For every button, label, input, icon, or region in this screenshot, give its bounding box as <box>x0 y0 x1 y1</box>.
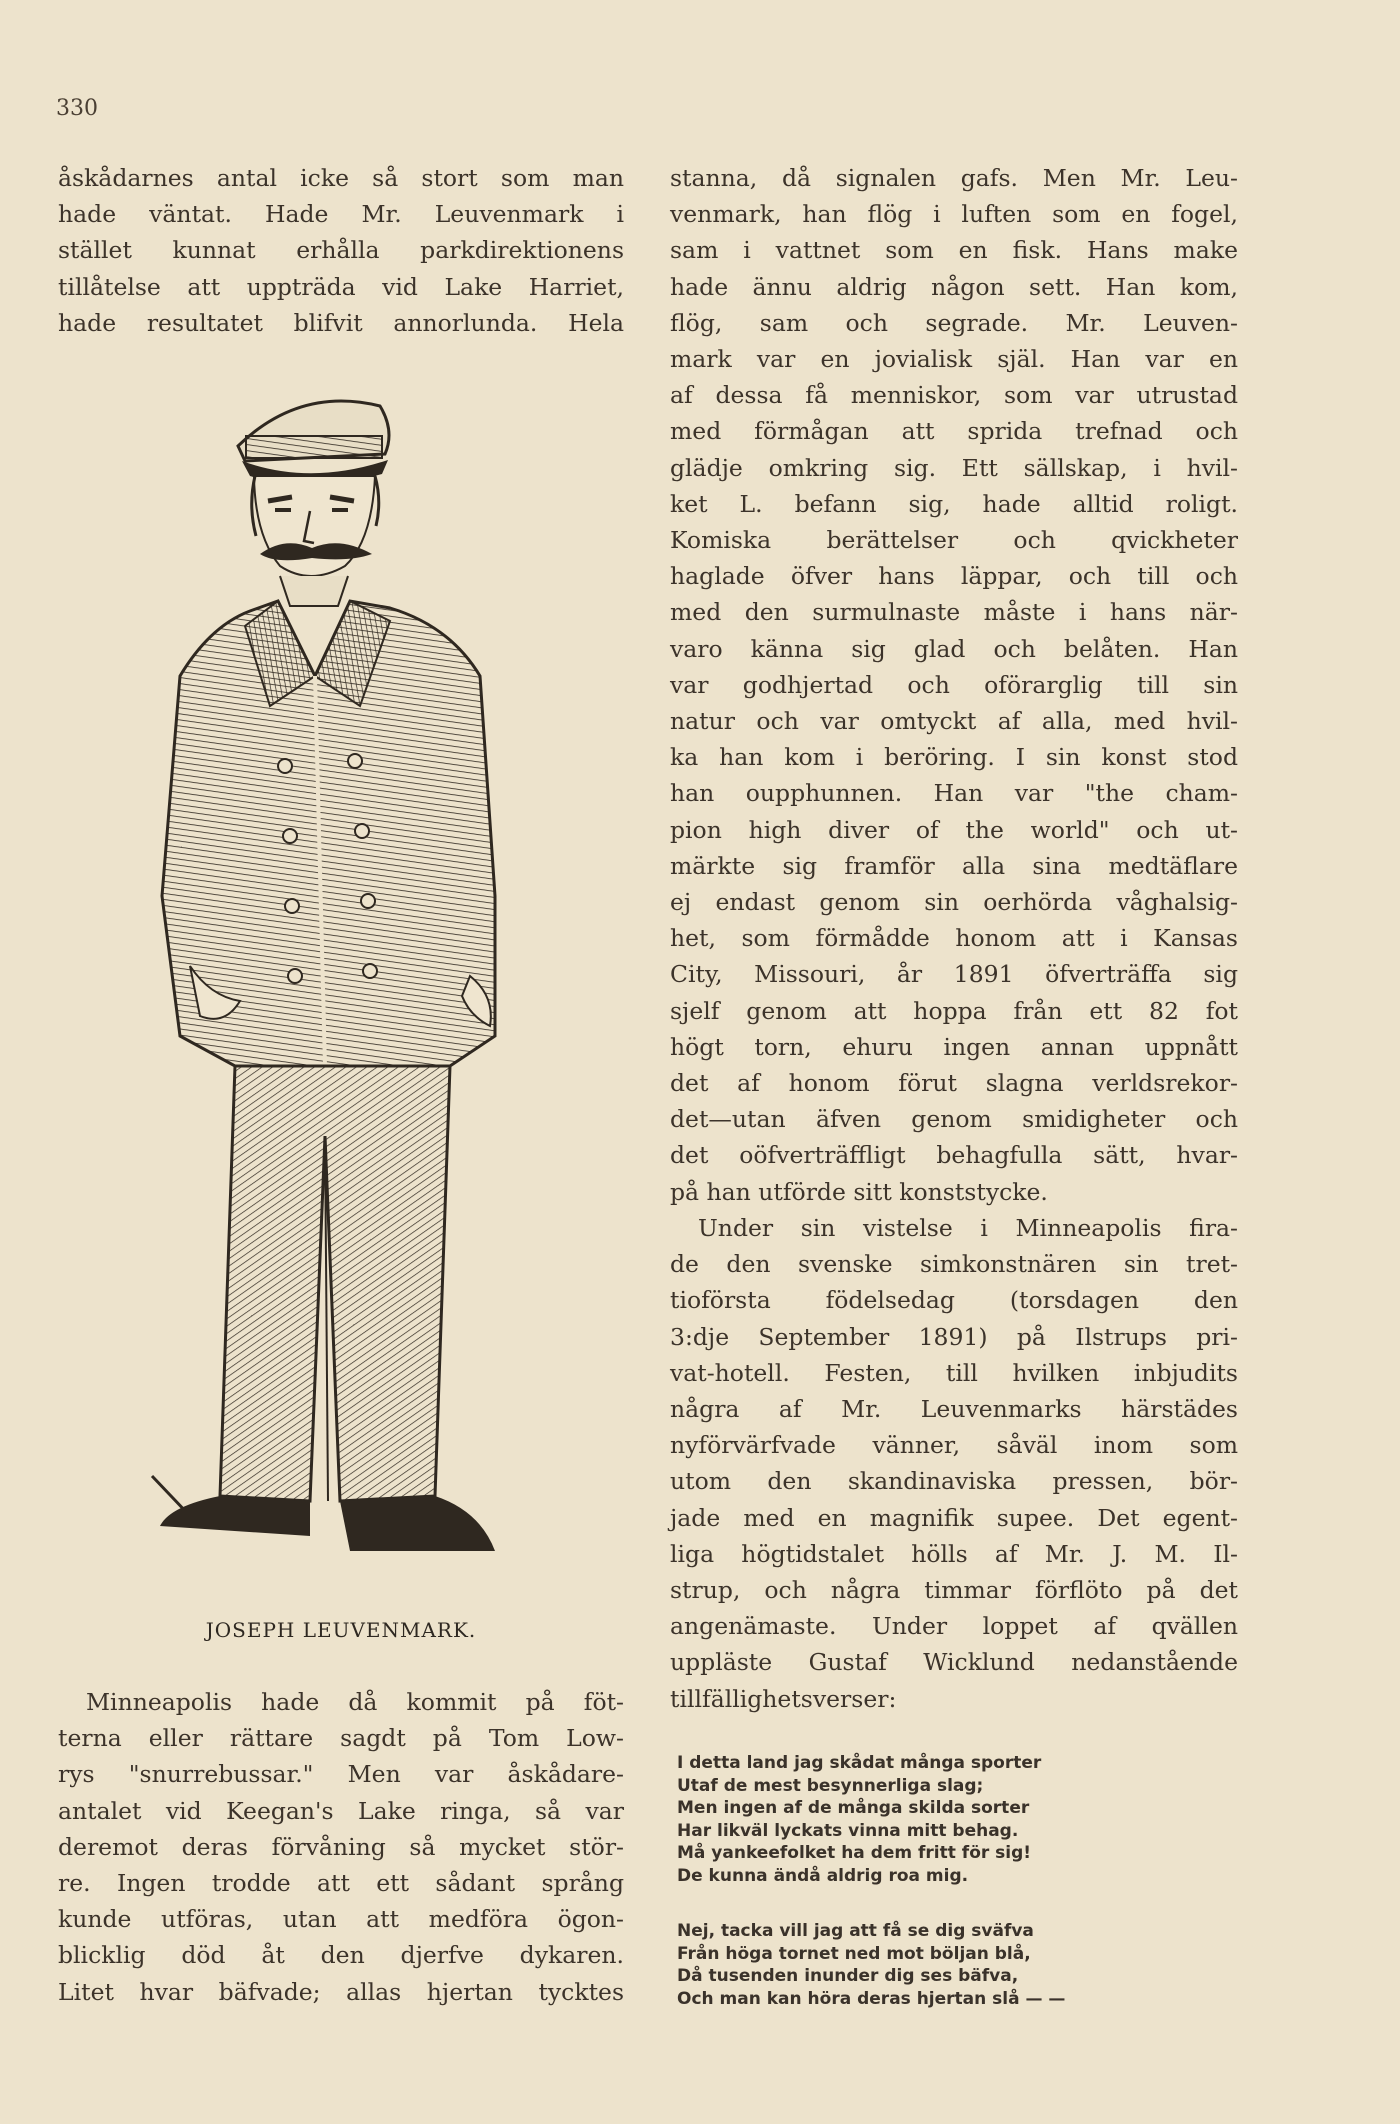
poem-line: Då tusenden inunder dig ses bäfva, <box>677 1966 1019 1986</box>
text-line: kunde utföras, utan att medföra ögon- <box>58 1905 624 1934</box>
text-line: natur och var omtyckt af alla, med hvil- <box>670 707 1238 736</box>
text-line: vat-hotell. Festen, till hvilken inbjudits <box>670 1358 1238 1387</box>
text-line: märkte sig framför alla sina medtäflare <box>670 851 1238 880</box>
text-line: blicklig död åt den djerfve dykaren. <box>58 1941 624 1970</box>
text-line: han oupphunnen. Han var "the cham- <box>670 779 1238 808</box>
poem-line: De kunna ändå aldrig roa mig. <box>677 1865 969 1886</box>
text-line: det—utan äfven genom smidigheter och <box>670 1105 1238 1134</box>
text-line: stanna, då signalen gafs. Men Mr. Leu- <box>670 164 1238 192</box>
left-column-bottom <box>58 1684 624 2010</box>
right-column <box>670 160 1238 1717</box>
text-line: glädje omkring sig. Ett sällskap, i hvil- <box>670 453 1238 482</box>
text-line: venmark, han flög i luften som en fogel, <box>670 200 1238 229</box>
page-number: 330 <box>56 96 98 121</box>
text-line: hade ännu aldrig någon sett. Han kom, <box>670 272 1238 301</box>
text-line: haglade öfver hans läppar, och till och <box>670 562 1238 591</box>
text-line: med den surmulnaste måste i hans när- <box>670 598 1238 627</box>
text-line: liga högtidstalet hölls af Mr. J. M. Il- <box>670 1539 1238 1568</box>
poem-line: Men ingen af de många skilda sorter <box>677 1798 1030 1818</box>
text-line: af dessa få menniskor, som var utrustad <box>670 381 1238 410</box>
text-line: jade med en magnifik supee. Det egent- <box>670 1503 1238 1532</box>
poem-stanza-2 <box>677 1920 1237 2010</box>
poem-stanza-1 <box>677 1752 1237 1887</box>
text-line: pion high diver of the world" och ut- <box>670 815 1238 844</box>
text-line: 3:dje September 1891) på Ilstrups pri- <box>670 1322 1238 1351</box>
poem-line: Nej, tacka vill jag att få se dig sväfva <box>677 1921 1034 1941</box>
poem-line: Och man kan höra deras hjertan slå — — <box>677 1988 1066 2009</box>
text-line: sam i vattnet som en fisk. Hans make <box>670 236 1238 265</box>
portrait-engraving <box>150 376 560 1602</box>
text-line: det af honom förut slagna verldsrekor- <box>670 1069 1238 1098</box>
text-line: Komiska berättelser och qvickheter <box>670 526 1238 555</box>
text-line: de den svenske simkonstnären sin tret- <box>670 1250 1238 1279</box>
text-line: utom den skandinaviska pressen, bör- <box>670 1467 1238 1496</box>
text-line: angenämaste. Under loppet af qvällen <box>670 1612 1238 1641</box>
text-line: Minneapolis hade då kommit på föt- <box>86 1688 624 1716</box>
text-line: ket L. befann sig, hade alltid roligt. <box>670 489 1238 518</box>
text-line: rys "snurrebussar." Men var åskådare- <box>58 1760 624 1789</box>
text-line: mark var en jovialisk själ. Han var en <box>670 345 1238 374</box>
text-line: tillåtelse att uppträda vid Lake Harriet, <box>58 272 624 301</box>
text-line: terna eller rättare sagdt på Tom Low- <box>58 1724 624 1753</box>
text-line: med förmågan att sprida trefnad och <box>670 417 1238 446</box>
text-line: City, Missouri, år 1891 öfverträffa sig <box>670 960 1238 989</box>
text-line: på han utförde sitt konststycke. <box>670 1177 1048 1206</box>
text-line: nyförvärfvade vänner, såväl inom som <box>670 1431 1238 1460</box>
poem-line: I detta land jag skådat många sporter <box>677 1753 1042 1773</box>
poem-line: Utaf de mest besynnerliga slag; <box>677 1775 984 1796</box>
text-line: hade resultatet blifvit annorlunda. Hela <box>58 308 624 337</box>
text-line: det oöfverträffligt behagfulla sätt, hvar- <box>670 1141 1238 1170</box>
text-line: het, som förmådde honom att i Kansas <box>670 924 1238 953</box>
text-line: var godhjertad och oförarglig till sin <box>670 670 1238 699</box>
text-line: flög, sam och segrade. Mr. Leuven- <box>670 308 1238 337</box>
poem-line: Må yankeefolket ha dem fritt för sig! <box>677 1843 1032 1863</box>
text-line: varo känna sig glad och belåten. Han <box>670 634 1238 663</box>
text-line: ka han kom i beröring. I sin konst stod <box>670 743 1238 772</box>
text-line: antalet vid Keegan's Lake ringa, så var <box>58 1796 624 1825</box>
text-line: tillfällighetsverser: <box>670 1684 897 1713</box>
portrait-caption: JOSEPH LEUVENMARK. <box>205 1618 477 1642</box>
text-line: Litet hvar bäfvade; allas hjertan tycktes <box>58 1977 624 2006</box>
text-line: re. Ingen trodde att ett sådant språng <box>58 1869 624 1898</box>
poem-line: Har likväl lyckats vinna mitt behag. <box>677 1820 1019 1841</box>
text-line: strup, och några timmar förflöto på det <box>670 1575 1238 1604</box>
text-line: uppläste Gustaf Wicklund nedanstående <box>670 1648 1238 1677</box>
text-line: tioförsta födelsedag (torsdagen den <box>670 1286 1238 1315</box>
left-column-top <box>58 160 624 341</box>
text-line: hade väntat. Hade Mr. Leuvenmark i <box>58 200 624 229</box>
text-line: högt torn, ehuru ingen annan uppnått <box>670 1032 1238 1061</box>
text-line: stället kunnat erhålla parkdirektionens <box>58 236 624 265</box>
text-line: ej endast genom sin oerhörda våghalsig- <box>670 888 1238 917</box>
text-line: några af Mr. Leuvenmarks härstädes <box>670 1394 1238 1423</box>
text-line: Under sin vistelse i Minneapolis fira- <box>698 1213 1238 1242</box>
text-line: åskådarnes antal icke så stort som man <box>58 164 624 192</box>
text-line: sjelf genom att hoppa från ett 82 fot <box>670 996 1238 1025</box>
poem-line: Från höga tornet ned mot böljan blå, <box>677 1943 1031 1964</box>
text-line: deremot deras förvåning så mycket stör- <box>58 1832 624 1861</box>
